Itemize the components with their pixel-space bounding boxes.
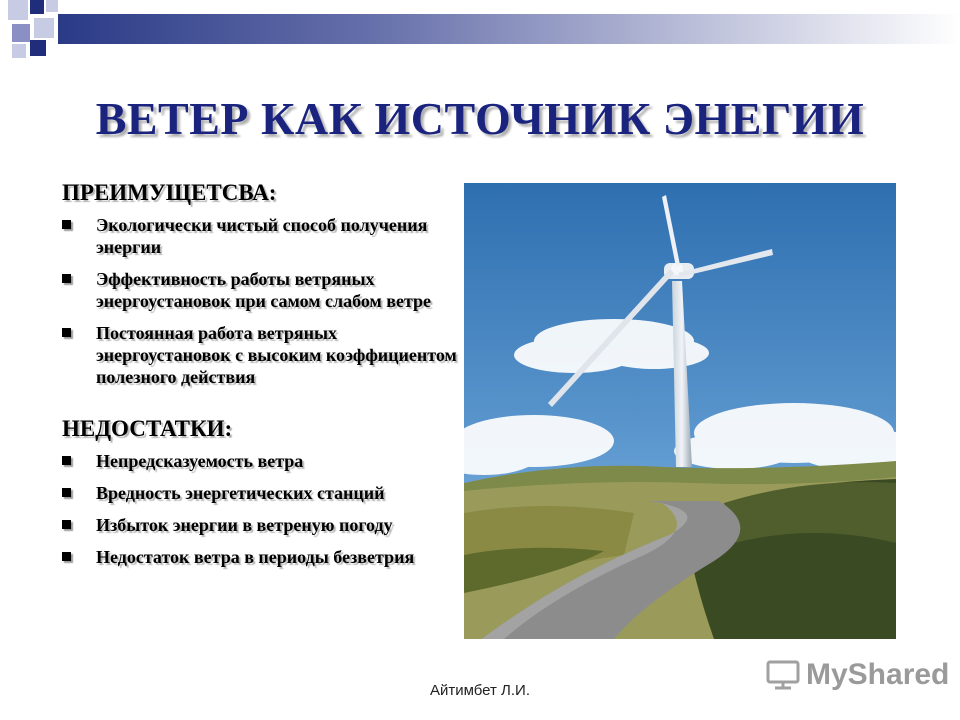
content-text (62, 180, 462, 578)
list-item-text: Избыток энергии в ветреную погоду (96, 515, 393, 535)
bullet-icon (62, 328, 71, 337)
list-item-text: Постоянная работа ветряных энергоустановок с высоким коэффициентом полезного действия (96, 323, 457, 387)
decor-square (34, 18, 54, 38)
decor-square (46, 0, 58, 12)
projector-screen-icon (766, 658, 800, 692)
list-item-text: Вредность энергетических станций (96, 483, 385, 503)
list-item (62, 322, 462, 388)
bullet-icon (62, 456, 71, 465)
decor-square (8, 0, 28, 20)
list-item-text: Непредсказуемость ветра (96, 451, 304, 471)
wind-turbine-photo (464, 183, 896, 639)
top-decor-bar (58, 14, 960, 44)
watermark-text: MyShared (806, 658, 950, 691)
cons-heading: НЕДОСТАТКИ: (62, 416, 233, 441)
list-item (62, 268, 462, 312)
list-item (62, 546, 462, 568)
list-item (62, 514, 462, 536)
pros-list (62, 214, 462, 388)
decor-square (12, 24, 30, 42)
decor-square (30, 40, 46, 56)
cons-list (62, 450, 462, 568)
list-item-text: Недостаток ветра в периоды безветрия (96, 547, 415, 567)
footer-author: Айтимбет Л.И. (429, 682, 531, 699)
list-item-text: Эффективность работы ветряных энергоустановок при самом слабом ветре (96, 269, 432, 311)
list-item (62, 214, 462, 258)
bullet-icon (62, 220, 71, 229)
slide-title: ВЕТЕР КАК ИСТОЧНИК ЭНЕГИИ (95, 93, 865, 144)
decor-square (30, 0, 44, 14)
bullet-icon (62, 552, 71, 561)
myshared-watermark (766, 655, 949, 695)
bullet-icon (62, 488, 71, 497)
list-item-text: Экологически чистый способ получения энергии (96, 215, 428, 257)
bullet-icon (62, 520, 71, 529)
list-item (62, 482, 462, 504)
decor-square (12, 44, 26, 58)
bullet-icon (62, 274, 71, 283)
pros-heading: ПРЕИМУЩЕТСВА: (62, 180, 277, 205)
list-item (62, 450, 462, 472)
